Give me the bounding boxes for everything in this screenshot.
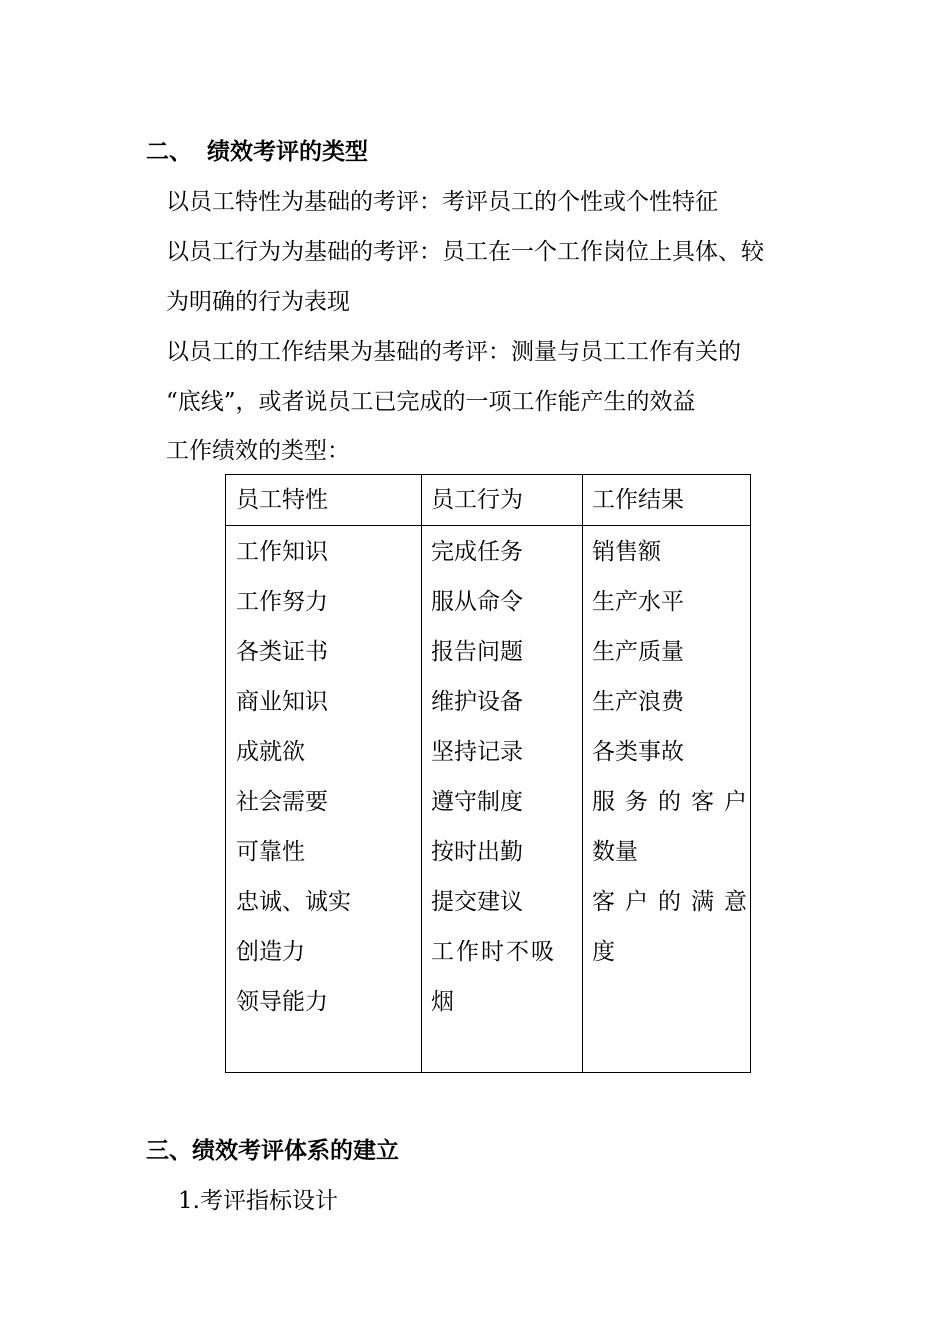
table-cell: 工作努力 <box>236 589 328 615</box>
section-3-heading: 三、绩效考评体系的建立 <box>146 1138 399 1164</box>
table-cell: 维护设备 <box>431 689 523 715</box>
table-cell: 提交建议 <box>431 889 523 915</box>
paragraph-line: 以员工的工作结果为基础的考评：测量与员工工作有关的 <box>166 339 741 365</box>
table-cell: 服从命令 <box>431 589 523 615</box>
table-cell: 各类事故 <box>592 739 684 765</box>
table-divider <box>421 475 422 1072</box>
table-cell: 按时出勤 <box>431 839 523 865</box>
table-cell: 报告问题 <box>431 639 523 665</box>
table-divider <box>582 475 583 1072</box>
table-header-behaviors: 员工行为 <box>431 487 523 513</box>
table-cell: 遵守制度 <box>431 789 523 815</box>
table-cell: 坚持记录 <box>431 739 523 765</box>
table-cell: 服务的客户 <box>592 789 757 815</box>
table-cell: 生产水平 <box>592 589 684 615</box>
paragraph-line: 为明确的行为表现 <box>166 289 350 315</box>
table-cell: 各类证书 <box>236 639 328 665</box>
paragraph-line: 以员工特性为基础的考评：考评员工的个性或个性特征 <box>166 189 718 215</box>
paragraph-line: 工作绩效的类型： <box>166 438 350 464</box>
performance-types-table <box>225 474 757 1073</box>
table-header-results: 工作结果 <box>592 487 684 513</box>
table-cell: 生产质量 <box>592 639 684 665</box>
table-cell: 领导能力 <box>236 989 328 1015</box>
table-cell: 客户的满意 <box>592 889 757 915</box>
paragraph-line: “底线”，或者说员工已完成的一项工作能产生的效益 <box>166 389 696 415</box>
table-cell: 烟 <box>431 989 454 1015</box>
table-cell: 创造力 <box>236 939 305 965</box>
list-item: 1.考评指标设计 <box>178 1188 338 1214</box>
table-cell: 度 <box>592 939 615 965</box>
table-cell: 可靠性 <box>236 839 305 865</box>
table-divider <box>226 525 750 526</box>
table-cell: 工作知识 <box>236 539 328 565</box>
table-cell: 商业知识 <box>236 689 328 715</box>
table-cell: 工作时不吸 <box>431 939 556 965</box>
section-2-heading-number: 二、 <box>146 139 192 165</box>
table-cell: 成就欲 <box>236 739 305 765</box>
table-cell: 生产浪费 <box>592 689 684 715</box>
table-cell: 销售额 <box>592 539 661 565</box>
table-cell: 数量 <box>592 839 638 865</box>
table-cell: 社会需要 <box>236 789 328 815</box>
paragraph-line: 以员工行为为基础的考评：员工在一个工作岗位上具体、较 <box>166 239 764 265</box>
table-header-traits: 员工特性 <box>236 487 328 513</box>
table-cell: 忠诚、诚实 <box>236 889 351 915</box>
section-2-heading: 绩效考评的类型 <box>207 139 368 165</box>
table-cell: 完成任务 <box>431 539 523 565</box>
